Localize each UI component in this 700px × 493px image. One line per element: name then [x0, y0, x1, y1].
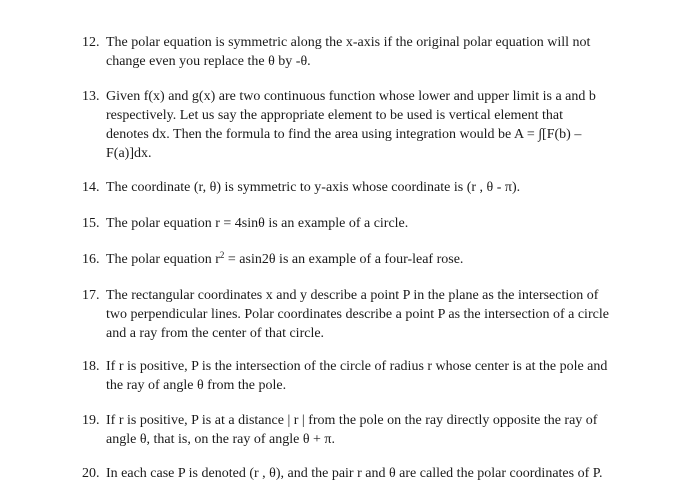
- question-text-line: denotes dx. Then the formula to find the area using integration would be A = ∫[F(b) –: [106, 127, 582, 142]
- question-number: 13.: [82, 89, 100, 104]
- question-number: 19.: [82, 413, 100, 428]
- question-text-line: and a ray from the center of that circle.: [106, 326, 325, 341]
- question-text-line: [106, 250, 657, 269]
- question-text-line: F(a)]dx.: [106, 146, 152, 161]
- question-12: [82, 33, 657, 71]
- question-16: [82, 250, 657, 269]
- question-text-line: In each case P is denoted (r , θ), and the pair r and θ are called the polar coordinates of P.: [106, 466, 603, 481]
- question-number: 15.: [82, 216, 100, 231]
- question-text-line: The polar equation is symmetric along the x-axis if the original polar equation will not: [106, 35, 591, 50]
- question-text-line: Given f(x) and g(x) are two continuous function whose lower and upper limit is a and b: [106, 89, 596, 104]
- question-text-line: The polar equation r = 4sinθ is an example of a circle.: [106, 216, 409, 231]
- question-number: 20.: [82, 466, 100, 481]
- question-15: [82, 214, 657, 233]
- question-17: [82, 286, 657, 343]
- question-number: 17.: [82, 288, 100, 303]
- question-text-line: respectively. Let us say the appropriate element to be used is vertical element that: [106, 108, 564, 123]
- question-13: [82, 87, 657, 163]
- question-18: [82, 357, 657, 395]
- question-text-line: two perpendicular lines. Polar coordinates describe a point P as the intersection of a circle: [106, 307, 609, 322]
- question-number: 12.: [82, 35, 100, 50]
- question-text-part: = asin2θ is an example of a four-leaf rose.: [224, 252, 464, 267]
- question-number: 18.: [82, 359, 100, 374]
- question-text-line: The coordinate (r, θ) is symmetric to y-axis whose coordinate is (r , θ - π).: [106, 180, 521, 195]
- question-text-part: The polar equation r: [106, 252, 220, 267]
- question-text-line: If r is positive, P is the intersection of the circle of radius r whose center is at the pole and: [106, 359, 608, 374]
- question-number: 14.: [82, 180, 100, 195]
- question-text-line: the ray of angle θ from the pole.: [106, 378, 287, 393]
- question-text-line: angle θ, that is, on the ray of angle θ + π.: [106, 432, 335, 447]
- question-text-line: If r is positive, P is at a distance | r | from the pole on the ray directly opposite the ray of: [106, 413, 598, 428]
- question-text-line: change even you replace the θ by -θ.: [106, 54, 311, 69]
- question-14: [82, 178, 657, 197]
- superscript: 2: [219, 250, 225, 260]
- question-text-line: The rectangular coordinates x and y describe a point P in the plane as the intersection of: [106, 288, 599, 303]
- question-19: [82, 411, 657, 449]
- question-number: 16.: [82, 252, 100, 267]
- question-20: [82, 464, 657, 483]
